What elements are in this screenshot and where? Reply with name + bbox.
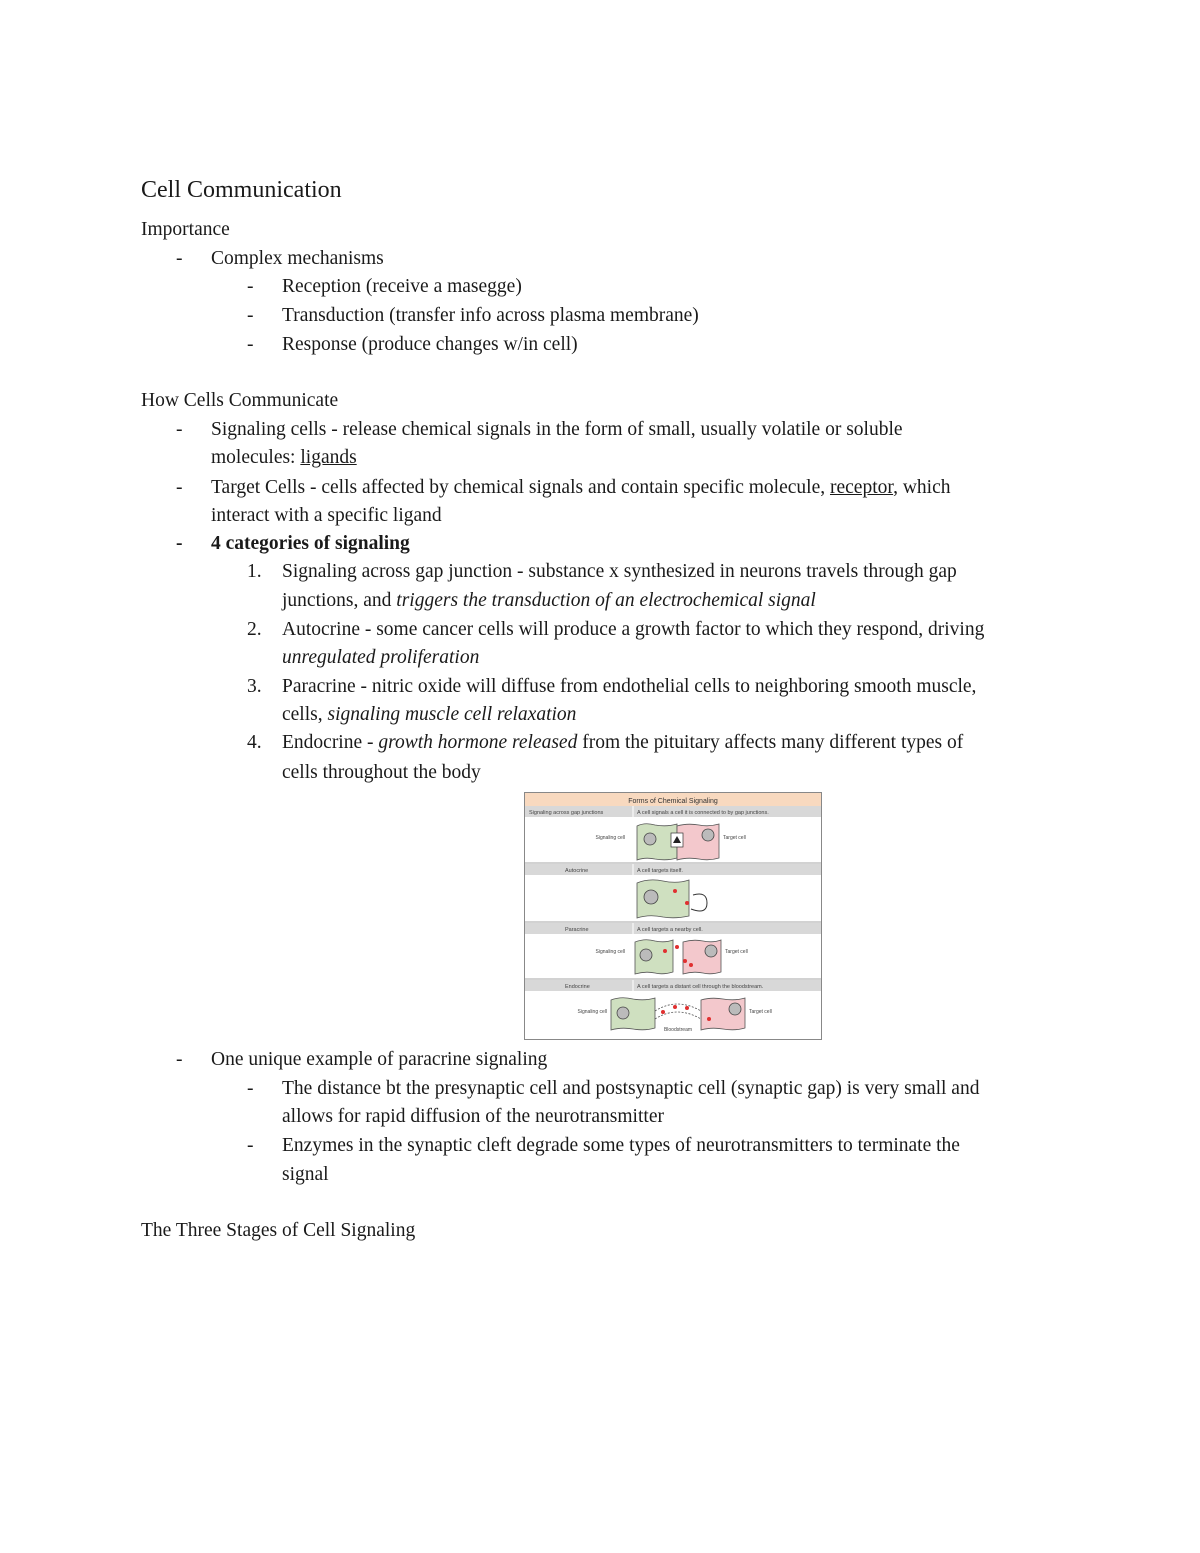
- signaling-cells-text: molecules:: [211, 447, 301, 468]
- categories-heading: 4 categories of signaling: [211, 533, 410, 554]
- bullet-dash: -: [247, 305, 254, 326]
- autocrine-arrow-icon: [691, 894, 707, 911]
- paracrine-sub-line: Enzymes in the synaptic cleft degrade some types of neurotransmitters to terminate the: [282, 1135, 960, 1156]
- figure-row-desc: A cell targets itself.: [637, 868, 683, 874]
- category-line: Signaling across gap junction - substance x synthesized in neurons travels through gap: [282, 561, 957, 582]
- figure-row-name: Endocrine: [565, 984, 590, 990]
- bullet-dash: -: [247, 276, 254, 297]
- category-line: cells throughout the body: [282, 762, 481, 783]
- target-cells-text: Target Cells - cells affected by chemical signals and contain specific molecule,: [211, 477, 830, 498]
- category-emphasis: unregulated proliferation: [282, 647, 480, 668]
- bullet-dash: -: [176, 248, 183, 269]
- ligand-icon: [663, 949, 667, 953]
- bullet-dash: -: [176, 1049, 183, 1070]
- category-emphasis: growth hormone released: [378, 732, 578, 753]
- nucleus-icon: [644, 890, 658, 904]
- category-number: 3.: [247, 676, 262, 697]
- category-line: [282, 729, 963, 757]
- bloodstream-label: Bloodstream: [663, 1027, 693, 1033]
- category-text: cells,: [282, 704, 328, 725]
- bullet-dash: -: [247, 1078, 254, 1099]
- ligand-icon: [661, 1010, 665, 1014]
- ligand-icon: [673, 889, 677, 893]
- category-emphasis: signaling muscle cell relaxation: [327, 704, 577, 725]
- paracrine-sub-line: signal: [282, 1164, 329, 1185]
- bullet-dash: -: [176, 477, 183, 498]
- target-cells-text: , which: [893, 477, 951, 498]
- page-title: Cell Communication: [141, 177, 342, 203]
- category-number: 2.: [247, 619, 262, 640]
- category-text: Endocrine -: [282, 732, 379, 753]
- how-heading: How Cells Communicate: [141, 390, 339, 411]
- category-text: from the pituitary affects many different types of: [577, 732, 964, 753]
- category-line: [282, 701, 576, 729]
- importance-subitem: Reception (receive a masegge): [282, 276, 522, 297]
- target-cell: [683, 940, 721, 974]
- paracrine-sub-line: allows for rapid diffusion of the neurotransmitter: [282, 1106, 664, 1127]
- figure-row-desc: A cell targets a distant cell through the bloodstream.: [637, 984, 764, 990]
- ligands-term: ligands: [300, 447, 357, 468]
- bullet-dash: -: [247, 1135, 254, 1156]
- ligand-icon: [707, 1017, 711, 1021]
- target-cell-label: Target cell: [723, 835, 746, 841]
- receptor-term: receptor: [829, 477, 894, 498]
- figure-row-name: Signaling across gap junctions: [529, 810, 604, 816]
- bullet-dash: -: [247, 334, 254, 355]
- signaling-cells-line: [211, 444, 357, 472]
- figure-title: Forms of Chemical Signaling: [628, 798, 718, 805]
- signaling-cells-line: Signaling cells - release chemical signals in the form of small, usually volatile or soluble: [211, 419, 903, 440]
- ligand-icon: [689, 963, 693, 967]
- ligand-icon: [685, 1006, 689, 1010]
- target-cells-line: [211, 474, 950, 502]
- figure-row-desc: A cell signals a cell it is connected to by gap junctions.: [637, 810, 769, 816]
- bullet-dash: -: [176, 533, 183, 554]
- target-cell-label: Target cell: [725, 949, 748, 955]
- signaling-cell-label: Signaling cell: [577, 1009, 607, 1015]
- figure-row-name: Autocrine: [565, 868, 589, 874]
- importance-heading: Importance: [141, 219, 230, 240]
- importance-subitem: Response (produce changes w/in cell): [282, 334, 578, 355]
- bloodstream-vessel: [655, 1004, 701, 1011]
- figure-row-name: Paracrine: [565, 927, 589, 933]
- signaling-cell-label: Signaling cell: [595, 835, 625, 841]
- figure-row-desc: A cell targets a nearby cell.: [637, 927, 703, 933]
- nucleus-icon: [640, 949, 652, 961]
- ligand-icon: [673, 1005, 677, 1009]
- nucleus-icon: [617, 1007, 629, 1019]
- ligand-icon: [685, 901, 689, 905]
- paracrine-example: One unique example of paracrine signaling: [211, 1049, 548, 1070]
- category-number: 1.: [247, 561, 262, 582]
- category-line: [282, 587, 816, 615]
- category-number: 4.: [247, 732, 262, 753]
- signaling-cell-label: Signaling cell: [595, 949, 625, 955]
- category-text: junctions, and: [282, 590, 397, 611]
- bullet-dash: -: [176, 419, 183, 440]
- paracrine-sub-line: The distance bt the presynaptic cell and postsynaptic cell (synaptic gap) is very small and: [282, 1078, 980, 1099]
- chemical-signaling-figure: [524, 792, 822, 1040]
- category-line: Autocrine - some cancer cells will produce a growth factor to which they respond, driving: [282, 619, 985, 640]
- importance-item: Complex mechanisms: [211, 248, 384, 269]
- target-cells-line: interact with a specific ligand: [211, 505, 442, 526]
- stages-heading: The Three Stages of Cell Signaling: [141, 1220, 416, 1241]
- nucleus-icon: [729, 1003, 741, 1015]
- category-emphasis: triggers the transduction of an electrochemical signal: [396, 590, 816, 611]
- ligand-icon: [683, 959, 687, 963]
- nucleus-icon: [644, 833, 656, 845]
- nucleus-icon: [705, 945, 717, 957]
- importance-subitem: Transduction (transfer info across plasma membrane): [282, 305, 699, 326]
- target-cell-label: Target cell: [749, 1009, 772, 1015]
- category-line: Paracrine - nitric oxide will diffuse from endothelial cells to neighboring smooth muscle,: [282, 676, 977, 697]
- nucleus-icon: [702, 829, 714, 841]
- ligand-icon: [675, 945, 679, 949]
